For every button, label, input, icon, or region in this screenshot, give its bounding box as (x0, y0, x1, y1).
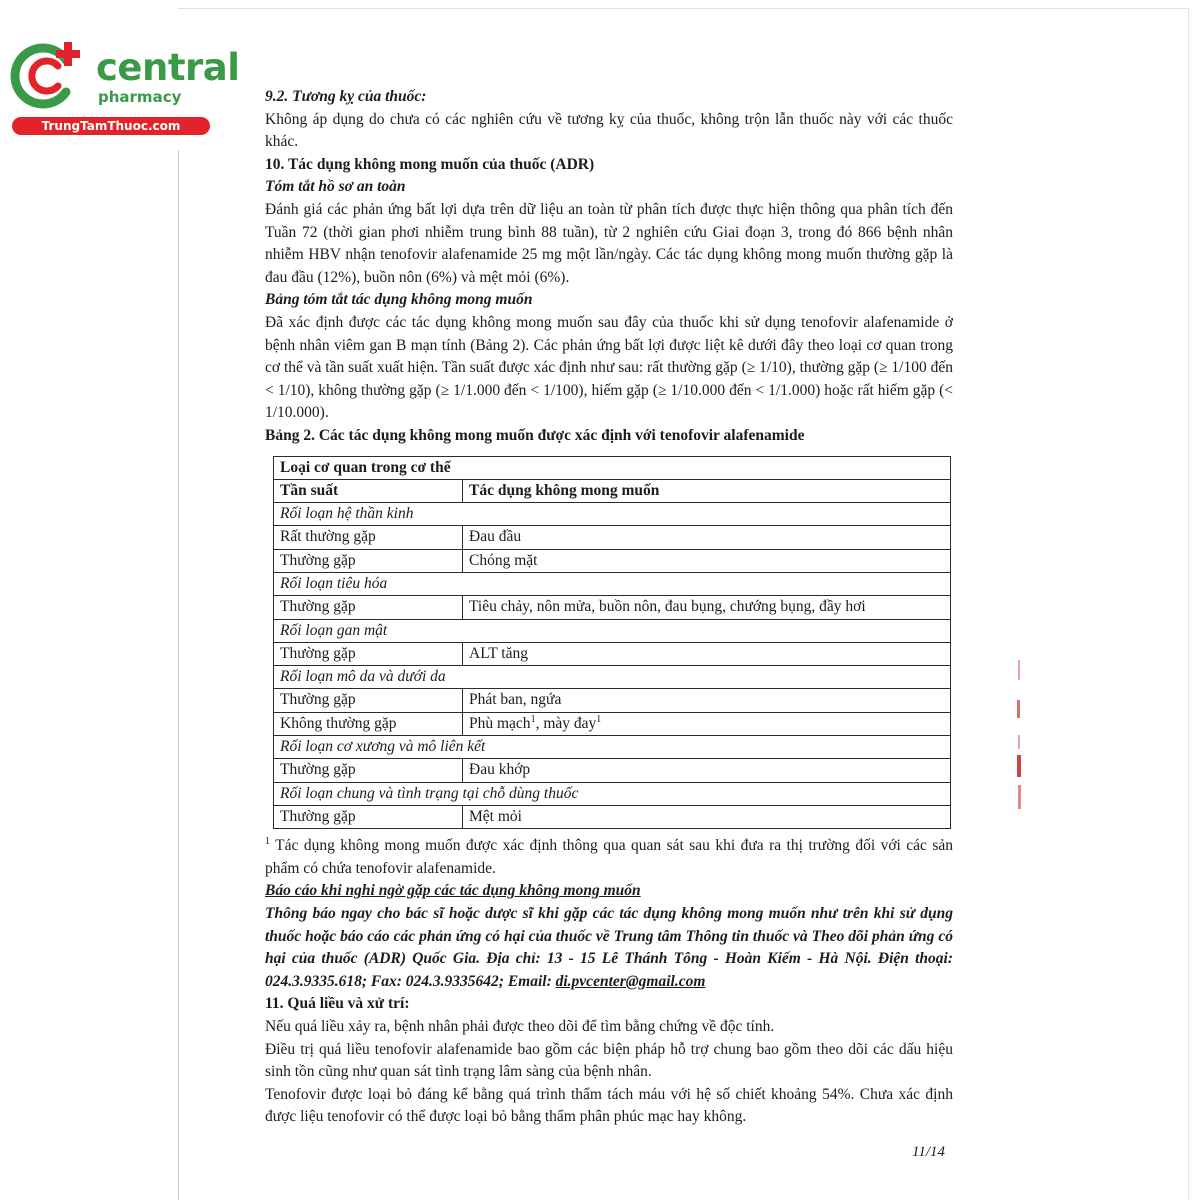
footnote-mark: 1 (265, 836, 270, 848)
effect-cell: Đau khớp (463, 759, 951, 782)
group-label: Rối loạn tiêu hóa (274, 572, 951, 595)
header-organ-class: Loại cơ quan trong cơ thể (274, 456, 951, 479)
header-frequency: Tần suất (274, 479, 463, 502)
section-11-paragraph-3: Tenofovir được loại bỏ đáng kể bằng quá trình thẩm tách máu với hệ số chiết khoảng 54%. Chưa xác định được liệu tenofovir có thể được loại bỏ bằng thẩm phân phúc mạc hay không. (265, 1085, 953, 1126)
frequency-cell: Thường gặp (274, 596, 463, 619)
document-body (265, 86, 953, 1129)
central-pharmacy-logo[interactable] (10, 38, 240, 138)
table-row (274, 759, 951, 782)
frequency-cell: Thường gặp (274, 642, 463, 665)
section-9-2-title: 9.2. Tương kỵ của thuốc: (265, 88, 427, 105)
table-group-row (274, 736, 951, 759)
page-left-edge (178, 150, 179, 1200)
table-caption: Bảng 2. Các tác dụng không mong muốn được xác định với tenofovir alafenamide (265, 426, 805, 444)
page-top-edge (178, 8, 1188, 9)
footnote-ref: 1 (530, 713, 536, 725)
effect-cell: Đau đầu (463, 526, 951, 549)
table-row (274, 549, 951, 572)
safety-summary-title: Tóm tắt hồ sơ an toàn (265, 178, 406, 196)
frequency-cell: Thường gặp (274, 759, 463, 782)
adr-summary-title: Bảng tóm tắt tác dụng không mong muốn (265, 291, 533, 309)
footnote-text: Tác dụng không mong muốn được xác định thông qua quan sát sau khi đưa ra thị trường đối với các sản phẩm có chứa tenofovir alafenamide. (265, 837, 953, 877)
brand-name: central (96, 46, 240, 89)
report-body: Thông báo ngay cho bác sĩ hoặc dược sĩ khi gặp các tác dụng không mong muốn như trên khi sử dụng thuốc hoặc báo cáo các phản ứng có hại của thuốc về Trung tâm Thông tin thuốc và Theo dõi phản ứng có hại của thuốc (ADR) Quốc Gia. Địa chỉ: 13 - 15 Lê Thánh Tông - Hoàn Kiếm - Hà Nội. Điện thoại: 024.3.9335.618; Fax: 024.3.9335642; Email: (265, 905, 953, 990)
report-title: Báo cáo khi nghi ngờ gặp các tác dụng không mong muốn (265, 882, 641, 900)
page-right-edge (1188, 8, 1189, 1200)
frequency-cell: Không thường gặp (274, 712, 463, 735)
frequency-cell: Thường gặp (274, 549, 463, 572)
header-effect: Tác dụng không mong muốn (463, 479, 951, 502)
effect-cell: Tiêu chảy, nôn mửa, buồn nôn, đau bụng, chướng bụng, đầy hơi (463, 596, 951, 619)
red-stamp-mark-icon (1010, 660, 1028, 810)
frequency-cell: Rất thường gặp (274, 526, 463, 549)
frequency-cell: Thường gặp (274, 805, 463, 828)
adr-table (273, 456, 951, 830)
section-9-2-text: Không áp dụng do chưa có các nghiên cứu về tương kỵ của thuốc, không trộn lẫn thuốc này với các thuốc khác. (265, 110, 953, 151)
section-11-title: 11. Quá liều và xử trí: (265, 995, 410, 1013)
section-10-title: 10. Tác dụng không mong muốn của thuốc (ADR) (265, 155, 595, 173)
safety-summary-text: Đánh giá các phản ứng bất lợi dựa trên dữ liệu an toàn từ phân tích được thực hiện thông qua phân tích đến Tuần 72 (thời gian phơi nhiễm trung bình 88 tuần), từ 2 nghiên cứu Giai đoạn 3, trong đó 866 bệnh nhân nhiễm HBV nhận tenofovir alafenamide 25 mg một lần/ngày. Các tác dụng không mong muốn thường gặp là đau đầu (12%), buồn nôn (6%) và mệt mỏi (6%). (265, 200, 953, 286)
table-footnote (265, 835, 953, 880)
table-row (274, 805, 951, 828)
group-label: Rối loạn gan mật (274, 619, 951, 642)
frequency-cell: Thường gặp (274, 689, 463, 712)
table-group-row (274, 503, 951, 526)
table-header-organ-row (274, 456, 951, 479)
table-group-row (274, 619, 951, 642)
table-row (274, 526, 951, 549)
effect-cell: Mệt mỏi (463, 805, 951, 828)
effect-text: Phù mạch (469, 714, 531, 732)
section-11-paragraph-1: Nếu quá liều xảy ra, bệnh nhân phải được theo dõi để tìm bằng chứng về độc tính. (265, 1018, 775, 1035)
table-group-row (274, 666, 951, 689)
report-email-link[interactable]: di.pvcenter@gmail.com (555, 972, 706, 990)
table-row (274, 712, 951, 735)
table-row (274, 596, 951, 619)
table-row (274, 689, 951, 712)
pharmacy-cross-logo-icon (10, 38, 94, 114)
report-text (265, 903, 953, 993)
adr-summary-text: Đã xác định được các tác dụng không mong muốn sau đây của thuốc khi sử dụng tenofovir alafenamide ở bệnh nhân viêm gan B mạn tính (Bảng 2). Các phản ứng bất lợi được liệt kê dưới đây theo loại cơ quan trong cơ thể và tần suất xuất hiện. Tần suất được xác định như sau: rất thường gặp (≥ 1/10), thường gặp (≥ 1/100 đến < 1/10), không thường gặp (≥ 1/1.000 đến < 1/100), hiếm gặp (≥ 1/10.000 đến < 1/1.000) hoặc rất hiếm gặp (< 1/10.000). (265, 313, 953, 422)
section-11-paragraph-2: Điều trị quá liều tenofovir alafenamide bao gồm các biện pháp hỗ trợ chung bao gồm theo dõi các dấu hiệu sinh tồn cũng như quan sát tình trạng lâm sàng của bệnh nhân. (265, 1040, 953, 1081)
group-label: Rối loạn mô da và dưới da (274, 666, 951, 689)
effect-text: , mày đay (535, 714, 597, 732)
page-number: 11/14 (912, 1144, 946, 1160)
group-label: Rối loạn chung và tình trạng tại chỗ dùng thuốc (274, 782, 951, 805)
table-row (274, 642, 951, 665)
site-badge[interactable]: TrungTamThuoc.com (12, 117, 210, 135)
brand-subtitle: pharmacy (98, 88, 182, 106)
group-label: Rối loạn cơ xương và mô liên kết (274, 736, 951, 759)
table-header-row (274, 479, 951, 502)
footnote-ref: 1 (596, 713, 602, 725)
effect-cell: Phát ban, ngứa (463, 689, 951, 712)
group-label: Rối loạn hệ thần kinh (274, 503, 951, 526)
table-group-row (274, 782, 951, 805)
table-group-row (274, 572, 951, 595)
effect-cell (463, 712, 951, 735)
effect-cell: ALT tăng (463, 642, 951, 665)
effect-cell: Chóng mặt (463, 549, 951, 572)
